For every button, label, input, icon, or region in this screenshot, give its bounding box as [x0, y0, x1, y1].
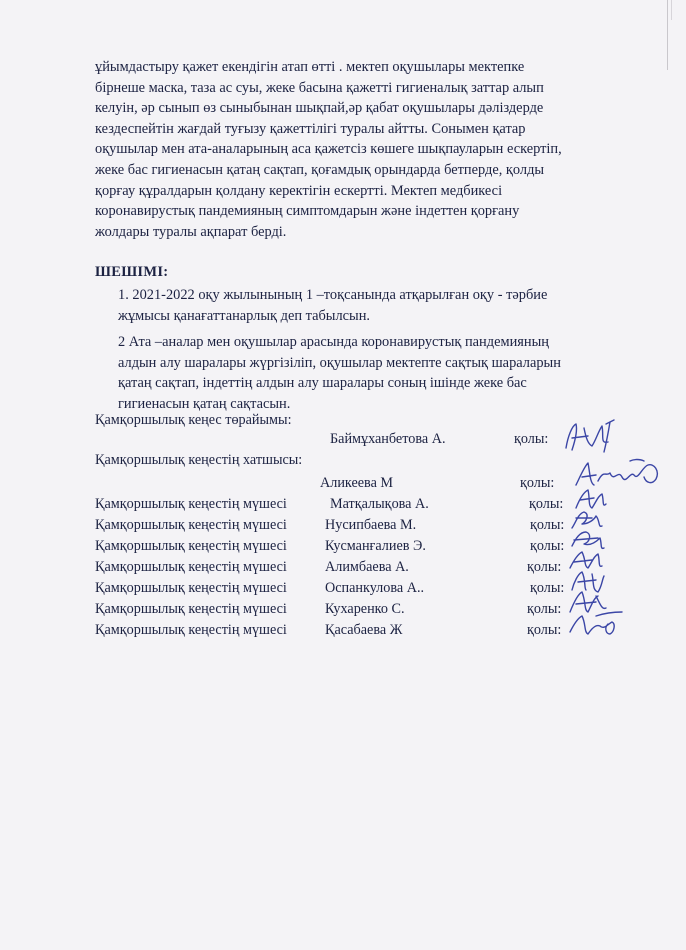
- paragraph-line: жолдары туралы ақпарат берді.: [95, 223, 287, 240]
- decision-line: қатаң сақтап, індеттің алдын алу шаралары соның ішінде жеке бас: [118, 375, 527, 391]
- member-label: Қамқоршылық кеңестің мүшесі: [95, 559, 287, 575]
- chair-title: Қамқоршылық кеңес төрайымы:: [95, 412, 292, 428]
- sign-label: қолы:: [514, 431, 549, 447]
- member-name: Қасабаева Ж: [325, 622, 403, 638]
- decision-heading: ШЕШІМІ:: [95, 264, 169, 280]
- member-name: Нусипбаева М.: [325, 517, 417, 533]
- sign-label: қолы:: [530, 580, 565, 596]
- member-label: Қамқоршылық кеңестің мүшесі: [95, 601, 287, 617]
- member-label: Қамқоршылық кеңестің мүшесі: [95, 538, 287, 554]
- paper-edge-line: [667, 0, 668, 70]
- member-name: Алимбаева А.: [325, 559, 409, 575]
- member-label: Қамқоршылық кеңестің мүшесі: [95, 622, 287, 638]
- paragraph-line: ұйымдастыру қажет екендігін атап өтті . мектеп оқушылары мектепке: [95, 59, 525, 75]
- decision-line: 2 Ата –аналар мен оқушылар арасында коронавирустық пандемияның: [118, 334, 549, 350]
- paragraph-line: бірнеше маска, таза ас суы, жеке басына қажетті гигиеналық заттар алып: [95, 79, 544, 96]
- member-name: Кухаренко С.: [325, 601, 405, 617]
- member-name: Матқалықова А.: [330, 496, 429, 512]
- sign-label: қолы:: [530, 517, 565, 533]
- decision-item-2: [118, 332, 638, 414]
- member-name: Кусманғалиев Э.: [325, 538, 426, 554]
- decision-item-1: [118, 285, 638, 326]
- handwritten-signature: [566, 610, 628, 640]
- chair-name: Баймұханбетова А.: [330, 431, 446, 447]
- member-label: Қамқоршылық кеңестің мүшесі: [95, 496, 287, 512]
- member-label: Қамқоршылық кеңестің мүшесі: [95, 517, 287, 533]
- sign-label: қолы:: [530, 538, 565, 554]
- handwritten-signature: [558, 418, 618, 458]
- paragraph-line: кездеспейтін жағдай туғызу қажеттілігі туралы айтты. Сонымен қатар: [95, 120, 526, 137]
- paper-edge-line: [671, 0, 672, 20]
- decision-line: жұмысы қанағаттанарлық деп табылсын.: [118, 307, 371, 324]
- member-label: Қамқоршылық кеңестің мүшесі: [95, 580, 287, 596]
- decision-line: гигиенасын қатаң сақтасын.: [118, 395, 291, 412]
- sign-label: қолы:: [527, 559, 562, 575]
- decision-line: 1. 2021-2022 оқу жылынының 1 –тоқсанында атқарылған оқу - тәрбие: [118, 287, 548, 303]
- paragraph-line: қорғау құралдарын қолдану керектігін ескертті. Мектеп медбикесі: [95, 182, 503, 199]
- secretary-name: Аликеева М: [320, 475, 394, 491]
- sign-label: қолы:: [529, 496, 564, 512]
- body-paragraph: [95, 57, 655, 242]
- sign-label: қолы:: [520, 475, 555, 491]
- paragraph-line: оқушылар мен ата-аналарының аса қажетсіз көшеге шықпауларын ескертіп,: [95, 141, 562, 158]
- paragraph-line: жеке бас гигиенасын қатаң сақтап, қоғамдық орындарда бетперде, қолды: [95, 161, 545, 178]
- decision-line: алдын алу шаралары жүргізіліп, оқушылар мектепте сақтық шараларын: [118, 354, 561, 371]
- secretary-title: Қамқоршылық кеңестің хатшысы:: [95, 452, 303, 468]
- member-name: Оспанкулова А..: [325, 580, 425, 596]
- paragraph-line: келуін, әр сынып өз сыныбынан шықпай,әр қабат оқушылары дәлiздерде: [95, 100, 544, 117]
- sign-label: қолы:: [527, 601, 562, 617]
- paragraph-line: коронавирустық пандемияның симптомдарын және індеттен қорғану: [95, 203, 520, 220]
- sign-label: қолы:: [527, 622, 562, 638]
